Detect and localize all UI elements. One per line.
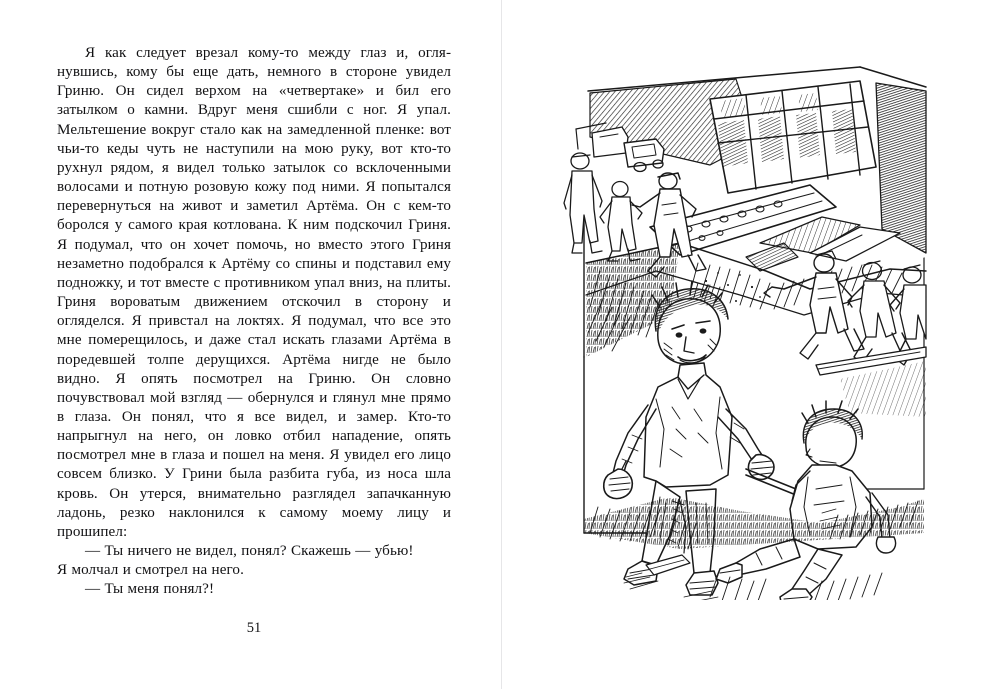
right-page [501, 0, 1001, 689]
dialogue-line-3: — Ты меня понял?! [85, 581, 215, 598]
illustration-fight-scene [560, 57, 950, 600]
illustration-svg [560, 57, 950, 600]
page-number: 51 [246, 620, 262, 636]
text-column [57, 44, 451, 600]
dialogue-line-1: — Ты ничего не видел, понял? Скажешь — убью! [85, 543, 414, 560]
body-paragraph: Я как следует врезал кому-то между глаз и, оглянувшись, кому бы еще дать, немного в стороне увидел Гриню. Он сидел верхом на «четвертаке» и бил его затылком о камни. Вдруг меня сшибли с ног. Я упал. Мельтешение вокруг стало как на замедленной пленке: вот чьи-то кеды чуть не наступили на мою руку, вот кто-то рухнул рядом, я видел только затылок со всклоченными волосами и потную розовую кожу под ними. Я попытался перевернуться на живот и заметил Артёма. Он с кем-то боролся у самого края котлована. К ним подскочил Гриня. Я подумал, что он хочет помочь, но вместо этого Гриня незаметно подобрался к Артёму со спины и подставил ему подножку, и тот вместе с противником упал вниз, на плиты. Гриня вороватым движением отскочил в сторону и огляделся. Я привстал на локтях. Я подумал, что все это мне померещилось, и даже стал искать глазами Артёма в поредевшей толпе дерущихся. Артёма нигде не было видно. Я опять посмотрел на Гриню. Он словно почувствовал мой взгляд — обернулся и глянул мне прямо в глаза. Он понял, что я все видел, и замер. Кто-то напрыгнул на него, он ловко отбил нападение, опять посмотрел мне в глаза и пошел на меня. Я увидел его лицо совсем близко. У Грини была разбита губа, из носа шла кровь. Он утерся, внимательно разглядел запачканную ладонь, резко наклонился к самому моему лицу и прошипел: [57, 45, 451, 540]
dialogue-line-2: Я молчал и смотрел на него. [57, 562, 244, 579]
